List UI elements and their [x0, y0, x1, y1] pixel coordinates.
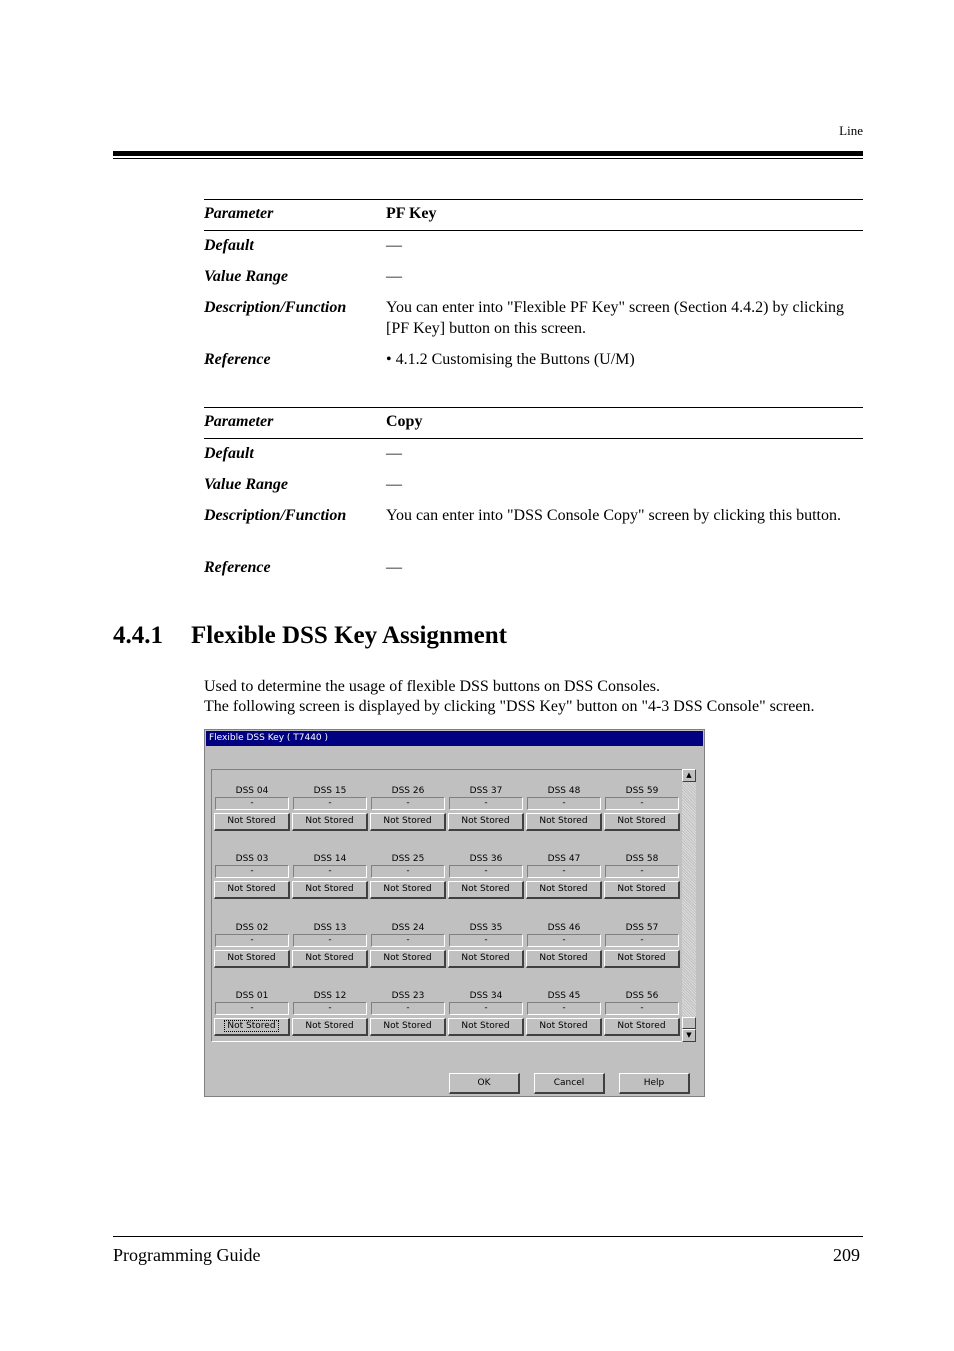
dss-key-cell — [370, 786, 446, 846]
row-value: • 4.1.2 Customising the Buttons (U/M) — [386, 351, 635, 368]
dss-key-field[interactable]: - — [605, 797, 679, 810]
dss-key-label: DSS 58 — [625, 854, 659, 864]
dss-key-button-label: Not Stored — [383, 816, 432, 826]
dss-key-button[interactable] — [526, 1018, 602, 1036]
section-heading — [113, 622, 507, 650]
dss-key-button-label: Not Stored — [461, 816, 510, 826]
dss-key-label: DSS 01 — [235, 991, 269, 1001]
dss-key-button[interactable] — [370, 813, 446, 831]
footer-rule — [113, 1236, 863, 1237]
dss-key-field[interactable]: - — [293, 865, 367, 878]
vertical-scrollbar[interactable] — [682, 769, 696, 1042]
dss-key-button[interactable] — [604, 950, 680, 968]
scroll-thumb[interactable] — [682, 1017, 696, 1029]
dss-key-cell — [370, 991, 446, 1051]
intro-line-2: The following screen is displayed by clicking "DSS Key" button on "4-3 DSS Console" screen. — [204, 698, 815, 715]
dss-key-button[interactable] — [604, 1018, 680, 1036]
dss-key-button[interactable] — [604, 881, 680, 899]
dss-key-button-label: Not Stored — [617, 1021, 666, 1031]
dss-key-cell — [292, 991, 368, 1051]
dss-key-button-label: Not Stored — [461, 953, 510, 963]
dss-key-field[interactable]: - — [293, 797, 367, 810]
dss-key-label: DSS 13 — [313, 923, 347, 933]
flexible-dss-key-dialog — [204, 729, 705, 1097]
dss-key-button[interactable] — [292, 1018, 368, 1036]
table-top-rule — [204, 199, 863, 200]
dss-key-label: DSS 24 — [391, 923, 425, 933]
dss-key-button-label: Not Stored — [227, 1021, 276, 1031]
row-key: Value Range — [204, 476, 289, 493]
row-key: Value Range — [204, 268, 289, 285]
dss-key-cell — [604, 991, 680, 1051]
dss-key-label: DSS 26 — [391, 786, 425, 796]
dss-key-cell — [370, 923, 446, 983]
dss-key-button-label: Not Stored — [461, 1021, 510, 1031]
dss-key-label: DSS 02 — [235, 923, 269, 933]
page-number: 209 — [833, 1245, 860, 1265]
dss-key-cell — [526, 923, 602, 983]
row-key: Reference — [204, 351, 271, 368]
dss-key-cell — [448, 786, 524, 846]
dss-key-label: DSS 15 — [313, 786, 347, 796]
dss-key-field[interactable]: - — [605, 1002, 679, 1015]
row-key: Default — [204, 237, 254, 254]
dss-key-button[interactable] — [214, 881, 290, 899]
dss-key-label: DSS 14 — [313, 854, 347, 864]
help-button[interactable]: Help — [619, 1073, 690, 1094]
dss-key-field[interactable]: - — [449, 1002, 523, 1015]
dss-key-label: DSS 45 — [547, 991, 581, 1001]
dss-key-label: DSS 48 — [547, 786, 581, 796]
cancel-button[interactable]: Cancel — [534, 1073, 605, 1094]
dss-key-button-label: Not Stored — [539, 953, 588, 963]
dss-key-button[interactable] — [526, 881, 602, 899]
dss-key-button[interactable] — [214, 1018, 290, 1036]
dss-key-field[interactable]: - — [293, 934, 367, 947]
dss-key-field[interactable]: - — [449, 934, 523, 947]
table-header-rule — [204, 438, 863, 439]
dss-key-cell — [214, 854, 290, 914]
parameter-table-pf-key — [204, 199, 863, 379]
dss-key-cell — [448, 923, 524, 983]
dss-key-button[interactable] — [214, 813, 290, 831]
row-value: You can enter into "DSS Console Copy" screen by clicking this button. — [386, 507, 841, 524]
section-number: 4.4.1 — [113, 622, 163, 649]
dss-key-button[interactable] — [292, 881, 368, 899]
intro-line-1: Used to determine the usage of flexible DSS buttons on DSS Consoles. — [204, 678, 660, 695]
dss-key-button-label: Not Stored — [227, 884, 276, 894]
dss-key-label: DSS 37 — [469, 786, 503, 796]
header-rule-thick — [113, 151, 863, 156]
dss-key-label: DSS 46 — [547, 923, 581, 933]
dss-key-field[interactable]: - — [527, 934, 601, 947]
dss-key-label: DSS 04 — [235, 786, 269, 796]
dss-key-button-label: Not Stored — [617, 884, 666, 894]
dss-key-label: DSS 34 — [469, 991, 503, 1001]
dss-key-cell — [604, 854, 680, 914]
row-key: Reference — [204, 559, 271, 576]
dss-key-cell — [292, 786, 368, 846]
dss-key-label: DSS 35 — [469, 923, 503, 933]
dss-key-field[interactable]: - — [449, 865, 523, 878]
dss-key-label: DSS 25 — [391, 854, 425, 864]
section-title: Flexible DSS Key Assignment — [191, 622, 507, 649]
dss-key-button[interactable] — [292, 813, 368, 831]
dss-key-cell — [292, 923, 368, 983]
dss-key-label: DSS 36 — [469, 854, 503, 864]
dss-key-label: DSS 03 — [235, 854, 269, 864]
dss-key-field[interactable]: - — [605, 865, 679, 878]
dss-key-button-label: Not Stored — [305, 816, 354, 826]
dss-key-button[interactable] — [370, 881, 446, 899]
footer-title: Programming Guide — [113, 1245, 261, 1265]
row-value: — — [386, 237, 402, 254]
row-value: — — [386, 559, 402, 576]
dss-key-button-label: Not Stored — [617, 816, 666, 826]
row-value: — — [386, 476, 402, 493]
dss-key-label: DSS 12 — [313, 991, 347, 1001]
dss-key-button[interactable] — [370, 950, 446, 968]
dss-key-button[interactable] — [448, 950, 524, 968]
dss-key-button[interactable] — [292, 950, 368, 968]
dss-key-cell — [214, 991, 290, 1051]
dss-key-cell — [370, 854, 446, 914]
dss-key-button[interactable] — [448, 1018, 524, 1036]
row-value: PF Key — [386, 205, 437, 222]
dss-key-cell — [526, 786, 602, 846]
row-value: You can enter into "Flexible PF Key" screen (Section 4.4.2) by clicking [PF Key] button on this screen. — [386, 299, 845, 337]
dss-key-button-label: Not Stored — [305, 1021, 354, 1031]
dss-key-field[interactable]: - — [215, 934, 289, 947]
row-key: Default — [204, 445, 254, 462]
dss-key-field[interactable]: - — [449, 797, 523, 810]
row-key: Description/Function — [204, 507, 347, 524]
row-value: Copy — [386, 413, 423, 430]
running-header: Line — [839, 123, 863, 138]
dss-key-button-label: Not Stored — [617, 953, 666, 963]
dss-key-button[interactable] — [448, 881, 524, 899]
dss-key-field[interactable]: - — [527, 1002, 601, 1015]
dss-key-cell — [448, 854, 524, 914]
dss-key-field[interactable]: - — [527, 797, 601, 810]
dss-key-field[interactable]: - — [215, 797, 289, 810]
dss-key-field[interactable]: - — [293, 1002, 367, 1015]
dss-key-button-label: Not Stored — [539, 884, 588, 894]
dss-key-cell — [214, 923, 290, 983]
dss-key-button-label: Not Stored — [383, 953, 432, 963]
dss-key-button-label: Not Stored — [305, 884, 354, 894]
dss-key-button-label: Not Stored — [539, 1021, 588, 1031]
table-top-rule — [204, 407, 863, 408]
dss-key-label: DSS 59 — [625, 786, 659, 796]
dss-key-button[interactable] — [604, 813, 680, 831]
dss-key-cell — [604, 786, 680, 846]
row-value: — — [386, 268, 402, 285]
row-value: — — [386, 445, 402, 462]
row-key: Parameter — [204, 413, 274, 430]
dss-key-field[interactable]: - — [371, 865, 445, 878]
parameter-table-copy — [204, 407, 863, 587]
dss-key-field[interactable]: - — [371, 934, 445, 947]
dss-key-button-label: Not Stored — [227, 953, 276, 963]
dss-key-button-label: Not Stored — [383, 1021, 432, 1031]
dss-key-button[interactable] — [448, 813, 524, 831]
dss-key-cell — [214, 786, 290, 846]
dss-key-field[interactable]: - — [215, 865, 289, 878]
dss-key-field[interactable]: - — [605, 934, 679, 947]
dss-key-button-label: Not Stored — [383, 884, 432, 894]
ok-button[interactable]: OK — [449, 1073, 520, 1094]
dss-key-field[interactable]: - — [527, 865, 601, 878]
row-key: Description/Function — [204, 299, 347, 316]
dss-key-button-label: Not Stored — [461, 884, 510, 894]
header-rule-thin — [113, 158, 863, 159]
row-key: Parameter — [204, 205, 274, 222]
dss-key-button[interactable] — [214, 950, 290, 968]
dss-key-button[interactable] — [526, 813, 602, 831]
dss-key-cell — [604, 923, 680, 983]
dss-key-cell — [526, 854, 602, 914]
dss-key-label: DSS 57 — [625, 923, 659, 933]
dss-key-cell — [292, 854, 368, 914]
dss-key-field[interactable]: - — [371, 797, 445, 810]
dss-key-field[interactable]: - — [371, 1002, 445, 1015]
scroll-up-icon[interactable]: ▲ — [682, 769, 696, 782]
scroll-down-icon[interactable]: ▼ — [682, 1029, 696, 1042]
dss-key-button-label: Not Stored — [539, 816, 588, 826]
dss-key-label: DSS 47 — [547, 854, 581, 864]
dss-key-label: DSS 56 — [625, 991, 659, 1001]
dss-key-button-label: Not Stored — [305, 953, 354, 963]
dss-key-label: DSS 23 — [391, 991, 425, 1001]
table-header-rule — [204, 230, 863, 231]
dss-key-field[interactable]: - — [215, 1002, 289, 1015]
dss-key-button-label: Not Stored — [227, 816, 276, 826]
dss-key-button[interactable] — [526, 950, 602, 968]
dss-key-button[interactable] — [370, 1018, 446, 1036]
dss-key-cell — [448, 991, 524, 1051]
dialog-title-bar: Flexible DSS Key ( T7440 ) — [206, 731, 703, 746]
dss-key-cell — [526, 991, 602, 1051]
